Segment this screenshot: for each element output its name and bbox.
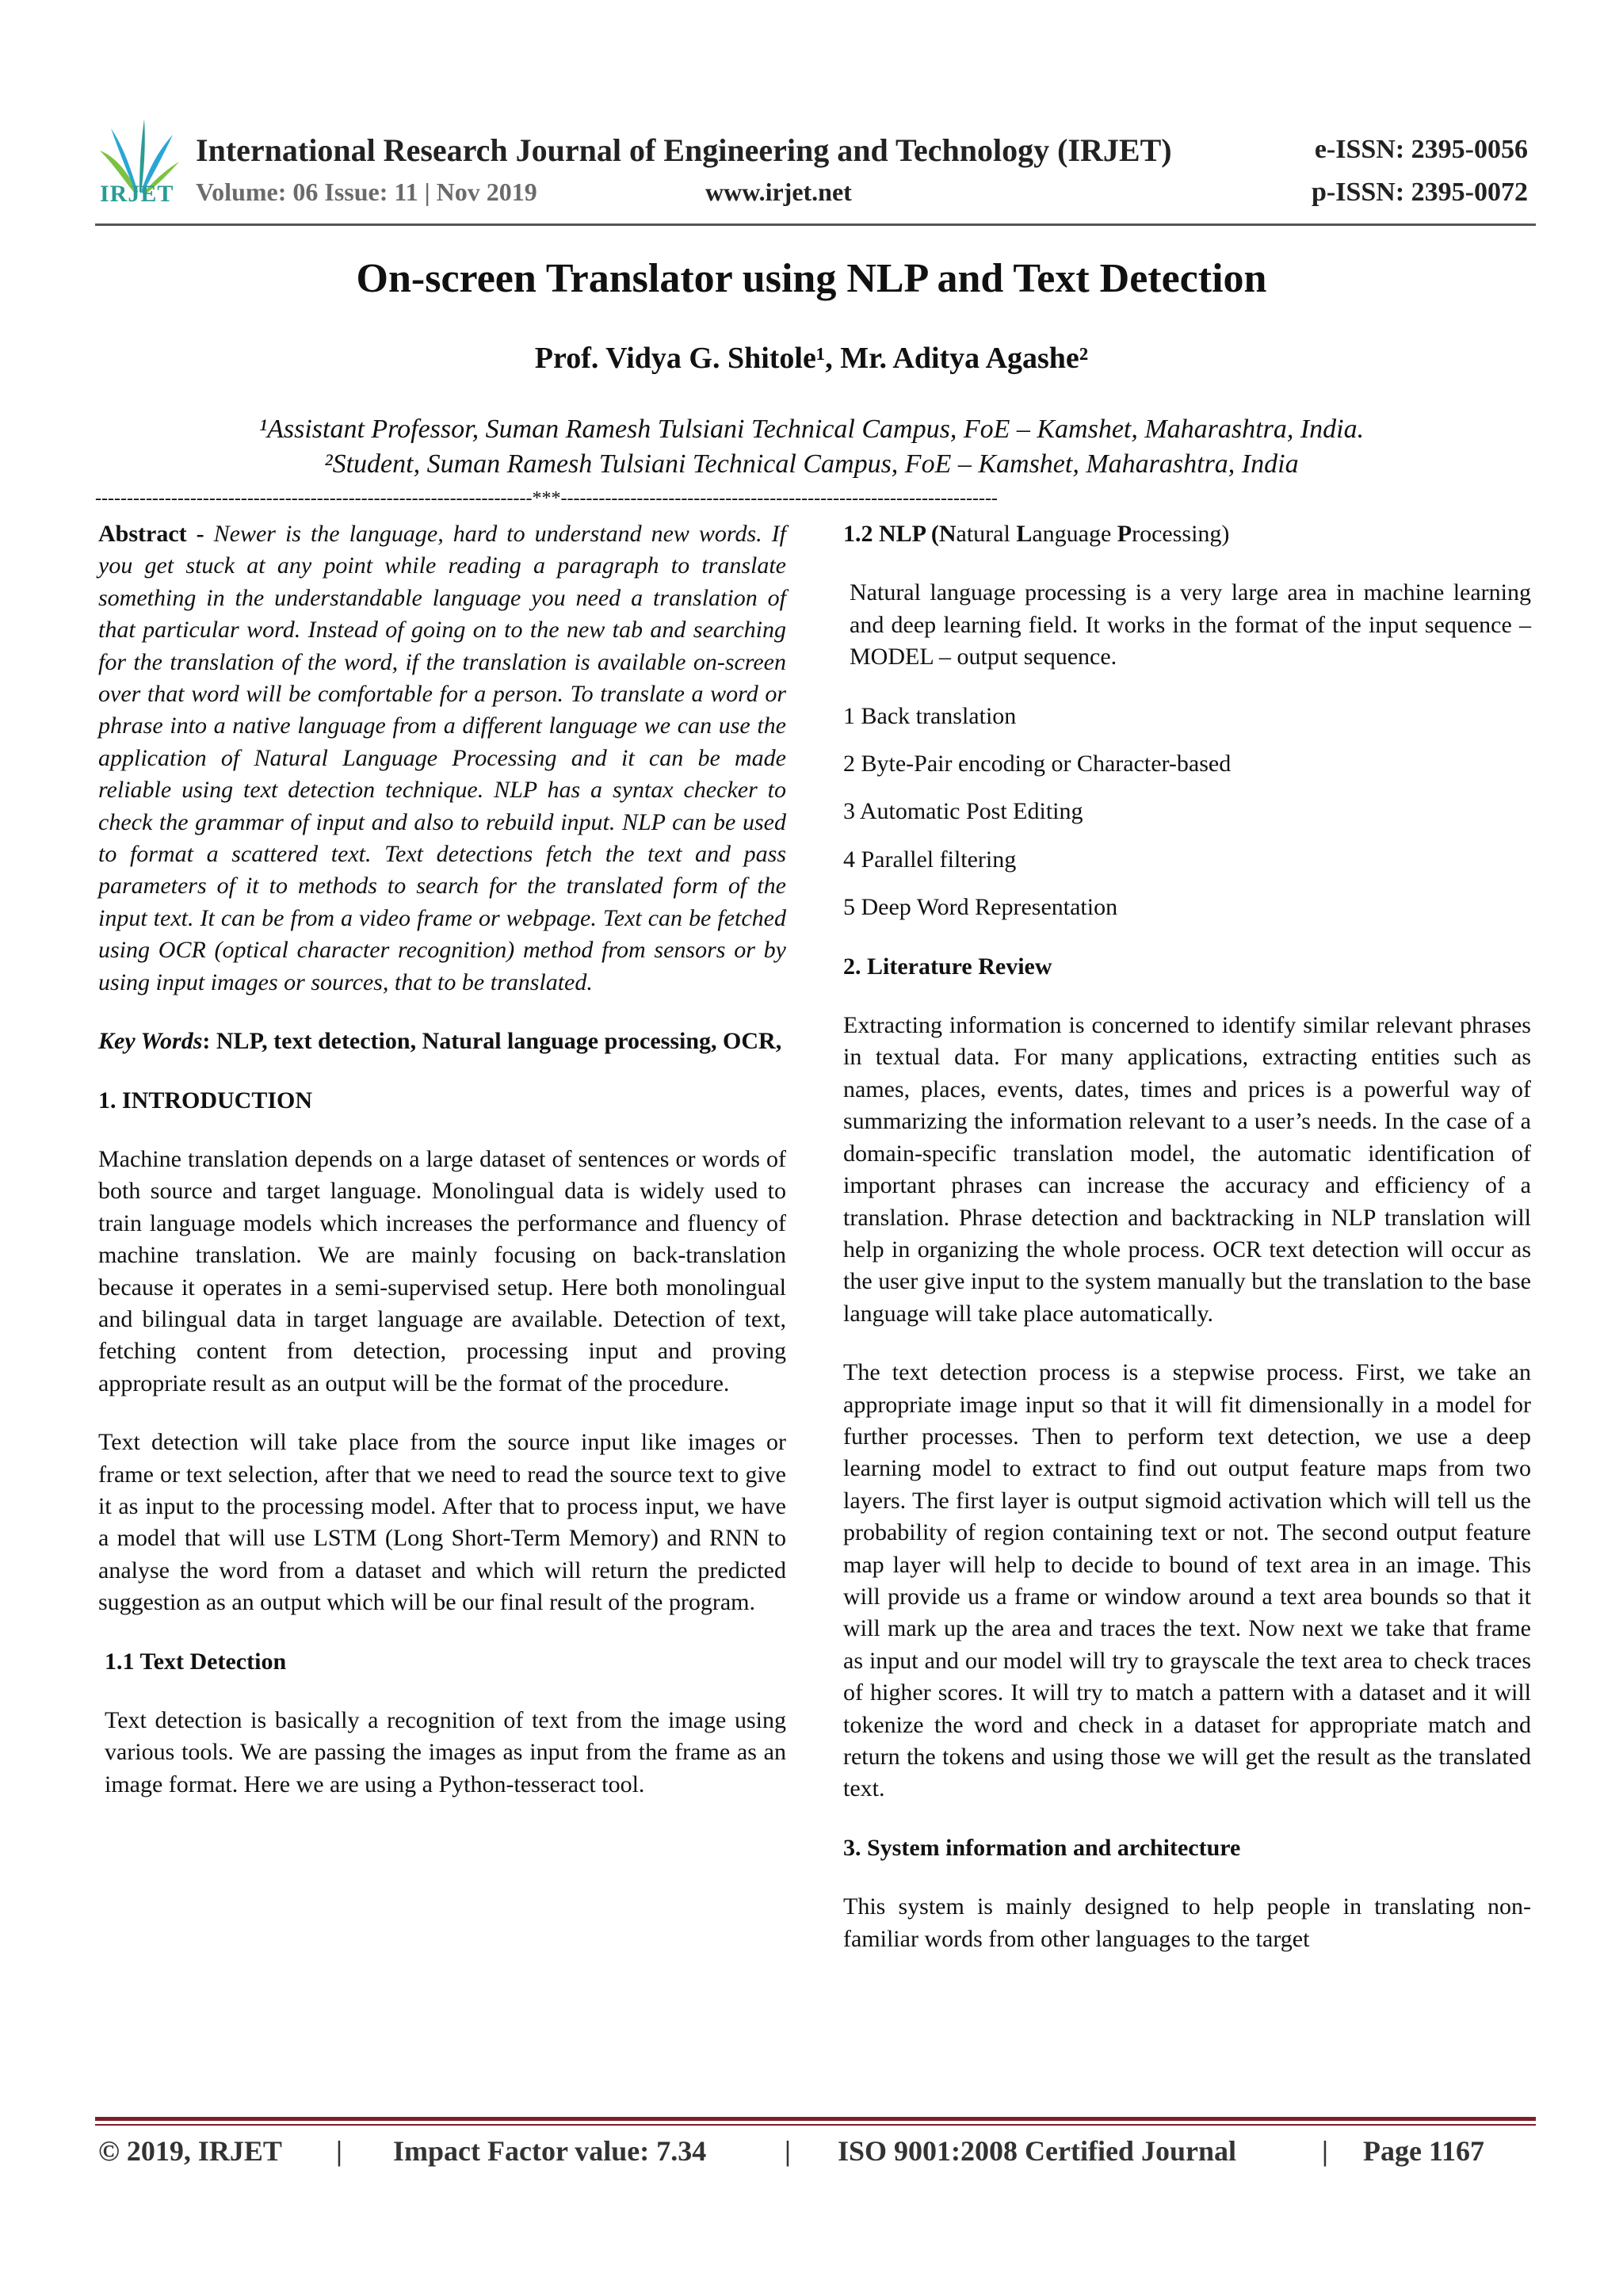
journal-title: International Research Journal of Engineering and Technology (IRJET) bbox=[196, 132, 1172, 168]
paragraph-literature-1: Extracting information is concerned to identify similar relevant phrases in textual data. For many applications, extracting entities such as names, places, events, dates, times and prices is a powerful way of summarizing the information relevant to a user’s needs. In the case of a domain-specific translation model, the automatic identification of important phrases can increase the accuracy and efficiency of a translation. Phrase detection and backtracking in NLP translation will help in organizing the whole process. OCR text detection will occur as the user give input to the system manually but the translation to the base language will take place automatically. bbox=[843, 1012, 1531, 1327]
nlp-heading-part: N bbox=[938, 521, 957, 547]
section-heading-literature-review: 2. Literature Review bbox=[843, 953, 1052, 980]
list-item: 4 Parallel filtering bbox=[843, 846, 1017, 873]
footer-separator: | bbox=[336, 2135, 342, 2167]
footer-rule bbox=[95, 2124, 1536, 2126]
footer-separator: | bbox=[785, 2135, 791, 2167]
abstract bbox=[98, 518, 786, 999]
list-item: 3 Automatic Post Editing bbox=[843, 798, 1083, 825]
section-heading-introduction: 1. INTRODUCTION bbox=[98, 1087, 313, 1114]
logo-wordmark: IRJET bbox=[100, 181, 174, 207]
paragraph-intro-2: Text detection will take place from the source input like images or frame or text selection, after that we need to read the source text to give it as input to the processing model. After that to process input, we have a model that will use LSTM (Long Short-Term Memory) and RNN to analyse the word from a dataset and which will return the predicted suggestion as an output which will be our final result of the program. bbox=[98, 1429, 786, 1616]
title-separator: ---------------------------------------------------------------------***--------------------------------------------------------------------- bbox=[95, 488, 998, 509]
paragraph-intro-1: Machine translation depends on a large dataset of sentences or words of both source and target language. Monolingual data is widely used to train language models which increases the performance and fluency of machine translation. We are mainly focusing on back-translation because it operates in a semi-supervised setup. Here both monolingual and bilingual data in target language are available. Detection of text, fetching content from detection, processing input and proving appropriate result as an output will be the format of the procedure. bbox=[98, 1145, 786, 1396]
abstract-text: Newer is the language, hard to understand new words. If you get stuck at any point while reading a paragraph to translate something in the understandable language you need a translation of that particular word. Instead of going on to the new tab and searching for the translation of the word, if the translation is available on-screen over that word will be comfortable for a person. To translate a word or phrase into a native language from a different language we can use the application of Natural Language Processing and it can be made reliable using text detection technique. NLP has a syntax checker to check the grammar of input and also to rebuild input. NLP can be used to format a scattered text. Text detections fetch the text and pass parameters of it to methods to search for the translated form of the input text. It can be from a video frame or webpage. Text can be fetched using OCR (optical character recognition) method from sensors or by using input images or sources, that to be translated. bbox=[98, 521, 786, 995]
footer-copyright: © 2019, IRJET bbox=[98, 2135, 282, 2167]
footer-iso: ISO 9001:2008 Certified Journal bbox=[838, 2135, 1236, 2167]
footer-impact-factor: Impact Factor value: 7.34 bbox=[393, 2135, 707, 2167]
p-issn: p-ISSN: 2395-0072 bbox=[1312, 178, 1528, 207]
footer-page-number: Page 1167 bbox=[1363, 2135, 1484, 2167]
affiliation-1: ¹Assistant Professor, Suman Ramesh Tulsiani Technical Campus, FoE – Kamshet, Maharashtra, India. bbox=[258, 415, 1365, 444]
affiliation-2: ²Student, Suman Ramesh Tulsiani Technical Campus, FoE – Kamshet, Maharashtra, India bbox=[324, 449, 1299, 479]
e-issn: e-ISSN: 2395-0056 bbox=[1314, 135, 1528, 164]
abstract-label: Abstract - bbox=[98, 521, 214, 547]
paragraph-text-detection: Text detection is basically a recognition of text from the image using various tools. We are passing the images as input from the frame as an image format. Here we are using a Python-tesseract tool. bbox=[105, 1707, 786, 1797]
nlp-heading-number: 1.2 NLP ( bbox=[843, 521, 939, 547]
list-item: 5 Deep Word Representation bbox=[843, 894, 1118, 921]
nlp-heading-part: P bbox=[1117, 521, 1132, 547]
list-item: 1 Back translation bbox=[843, 702, 1017, 729]
right-column bbox=[843, 518, 1531, 1982]
keywords-text: : NLP, text detection, Natural language processing, OCR, bbox=[202, 1028, 782, 1055]
section-heading-nlp bbox=[843, 518, 1531, 550]
footer-rule bbox=[95, 2117, 1536, 2121]
nlp-heading-part: L bbox=[1016, 521, 1033, 547]
keywords bbox=[98, 1026, 786, 1057]
left-column bbox=[98, 518, 786, 1828]
nlp-heading-part: anguage bbox=[1032, 521, 1117, 547]
section-heading-system-architecture: 3. System information and architecture bbox=[843, 1834, 1241, 1861]
nlp-heading-part: rocessing) bbox=[1132, 521, 1230, 547]
header-divider bbox=[95, 223, 1536, 226]
paper-authors: Prof. Vidya G. Shitole¹, Mr. Aditya Agashe² bbox=[534, 342, 1089, 375]
nlp-heading-part: atural bbox=[956, 521, 1017, 547]
paper-title: On-screen Translator using NLP and Text Detection bbox=[356, 256, 1267, 301]
paragraph-nlp: Natural language processing is a very large area in machine learning and deep learning field. It works in the format of the input sequence – MODEL – output sequence. bbox=[850, 579, 1531, 670]
section-heading-text-detection: 1.1 Text Detection bbox=[105, 1648, 287, 1675]
list-item: 2 Byte-Pair encoding or Character-based bbox=[843, 751, 1232, 777]
keywords-label: Key Words bbox=[98, 1028, 203, 1055]
volume-issue: Volume: 06 Issue: 11 | Nov 2019 bbox=[196, 178, 537, 206]
paragraph-system: This system is mainly designed to help people in translating non-familiar words from other languages to the target bbox=[843, 1893, 1531, 1952]
footer-separator: | bbox=[1322, 2135, 1328, 2167]
journal-website-link[interactable]: www.irjet.net bbox=[705, 178, 852, 206]
paragraph-literature-2: The text detection process is a stepwise process. First, we take an appropriate image input so that it will fit dimensionally in a model for further processes. Then to perform text detection, we use a deep learning model to extract to find out output feature maps from two layers. The first layer is output sigmoid activation which will tell us the probability of region containing text or not. The second output feature map layer will help to decide to bound of text area in an image. This will provide us a frame or window around a text area bounds so that it will mark up the area and traces the text. Now next we take that frame as input and our model will try to grayscale the text area to check traces of higher scores. It will try to match a pattern with a dataset and it will tokenize the word and check in a dataset for appropriate match and return the tokens and using those we will get the result as the translated text. bbox=[843, 1359, 1531, 1802]
